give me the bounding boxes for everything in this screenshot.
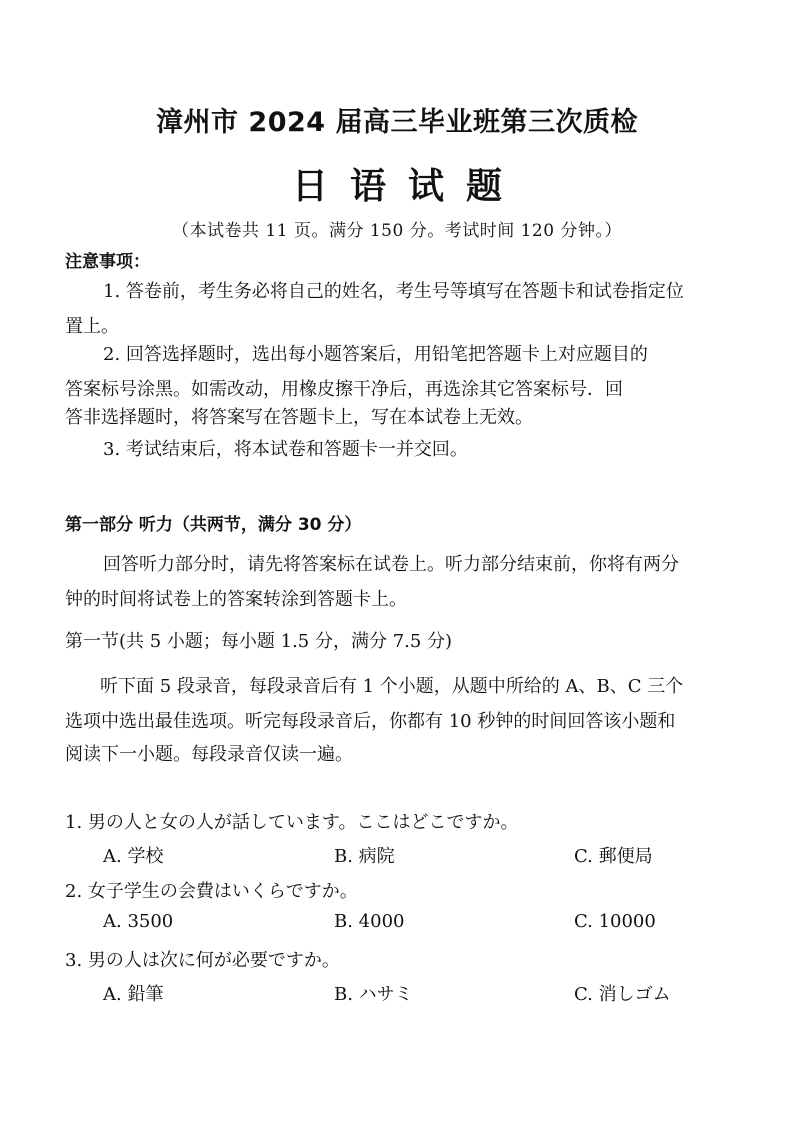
section1-instruction-line3: 阅读下一小题。每段录音仅读一遍。 bbox=[65, 744, 353, 765]
part1-intro-line2: 钟的时间将试卷上的答案转涂到答题卡上。 bbox=[65, 589, 407, 610]
question-3-option-c: C. 消しゴム bbox=[574, 984, 671, 1005]
question-2-option-a: A. 3500 bbox=[103, 911, 174, 932]
question-2: 2. 女子学生の会費はいくらですか。 bbox=[65, 881, 358, 902]
notice-item-1: 1. 答卷前，考生务必将自己的姓名，考生号等填写在答题卡和试卷指定位 bbox=[103, 281, 684, 302]
question-3-option-b: B. ハサミ bbox=[334, 984, 413, 1005]
part1-heading: 第一部分 听力（共两节，满分 30 分） bbox=[65, 515, 362, 535]
question-2-option-c: C. 10000 bbox=[574, 911, 656, 932]
part1-intro-line1: 回答听力部分时，请先将答案标在试卷上。听力部分结束前，你将有两分 bbox=[103, 554, 679, 575]
notice-item-1-cont: 置上。 bbox=[65, 316, 119, 337]
exam-title: 漳州市 2024 届高三毕业班第三次质检 bbox=[156, 107, 638, 138]
notice-item-2-cont: 答案标号涂黑。如需改动，用橡皮擦干净后，再选涂其它答案标号．回 bbox=[65, 379, 623, 400]
question-2-option-b: B. 4000 bbox=[334, 911, 405, 932]
question-1-option-a: A. 学校 bbox=[103, 846, 164, 867]
question-1-option-c: C. 郵便局 bbox=[574, 846, 653, 867]
notice-heading: 注意事项： bbox=[65, 252, 150, 272]
question-1: 1. 男の人と女の人が話しています。ここはどこですか。 bbox=[65, 812, 519, 833]
question-1-option-b: B. 病院 bbox=[334, 846, 395, 867]
section1-instruction-line1: 听下面 5 段录音，每段录音后有 1 个小题，从题中所给的 A、B、C 三个 bbox=[100, 676, 684, 697]
notice-item-2: 2. 回答选择题时，选出每小题答案后，用铅笔把答题卡上对应题目的 bbox=[103, 344, 648, 365]
section1-instruction-line2: 选项中选出最佳选项。听完每段录音后，你都有 10 秒钟的时间回答该小题和 bbox=[65, 711, 676, 732]
section1-heading: 第一节(共 5 小题；每小题 1.5 分，满分 7.5 分) bbox=[65, 631, 453, 652]
question-3-option-a: A. 鉛筆 bbox=[103, 984, 164, 1005]
exam-info: （本试卷共 11 页。满分 150 分。考试时间 120 分钟。） bbox=[172, 221, 622, 241]
notice-item-2-cont2: 答非选择题时，将答案写在答题卡上，写在本试卷上无效。 bbox=[65, 407, 533, 428]
subject-title: 日语试题 bbox=[291, 166, 524, 207]
notice-item-3: 3. 考试结束后，将本试卷和答题卡一并交回。 bbox=[103, 439, 468, 460]
question-3: 3. 男の人は次に何が必要ですか。 bbox=[65, 950, 340, 971]
